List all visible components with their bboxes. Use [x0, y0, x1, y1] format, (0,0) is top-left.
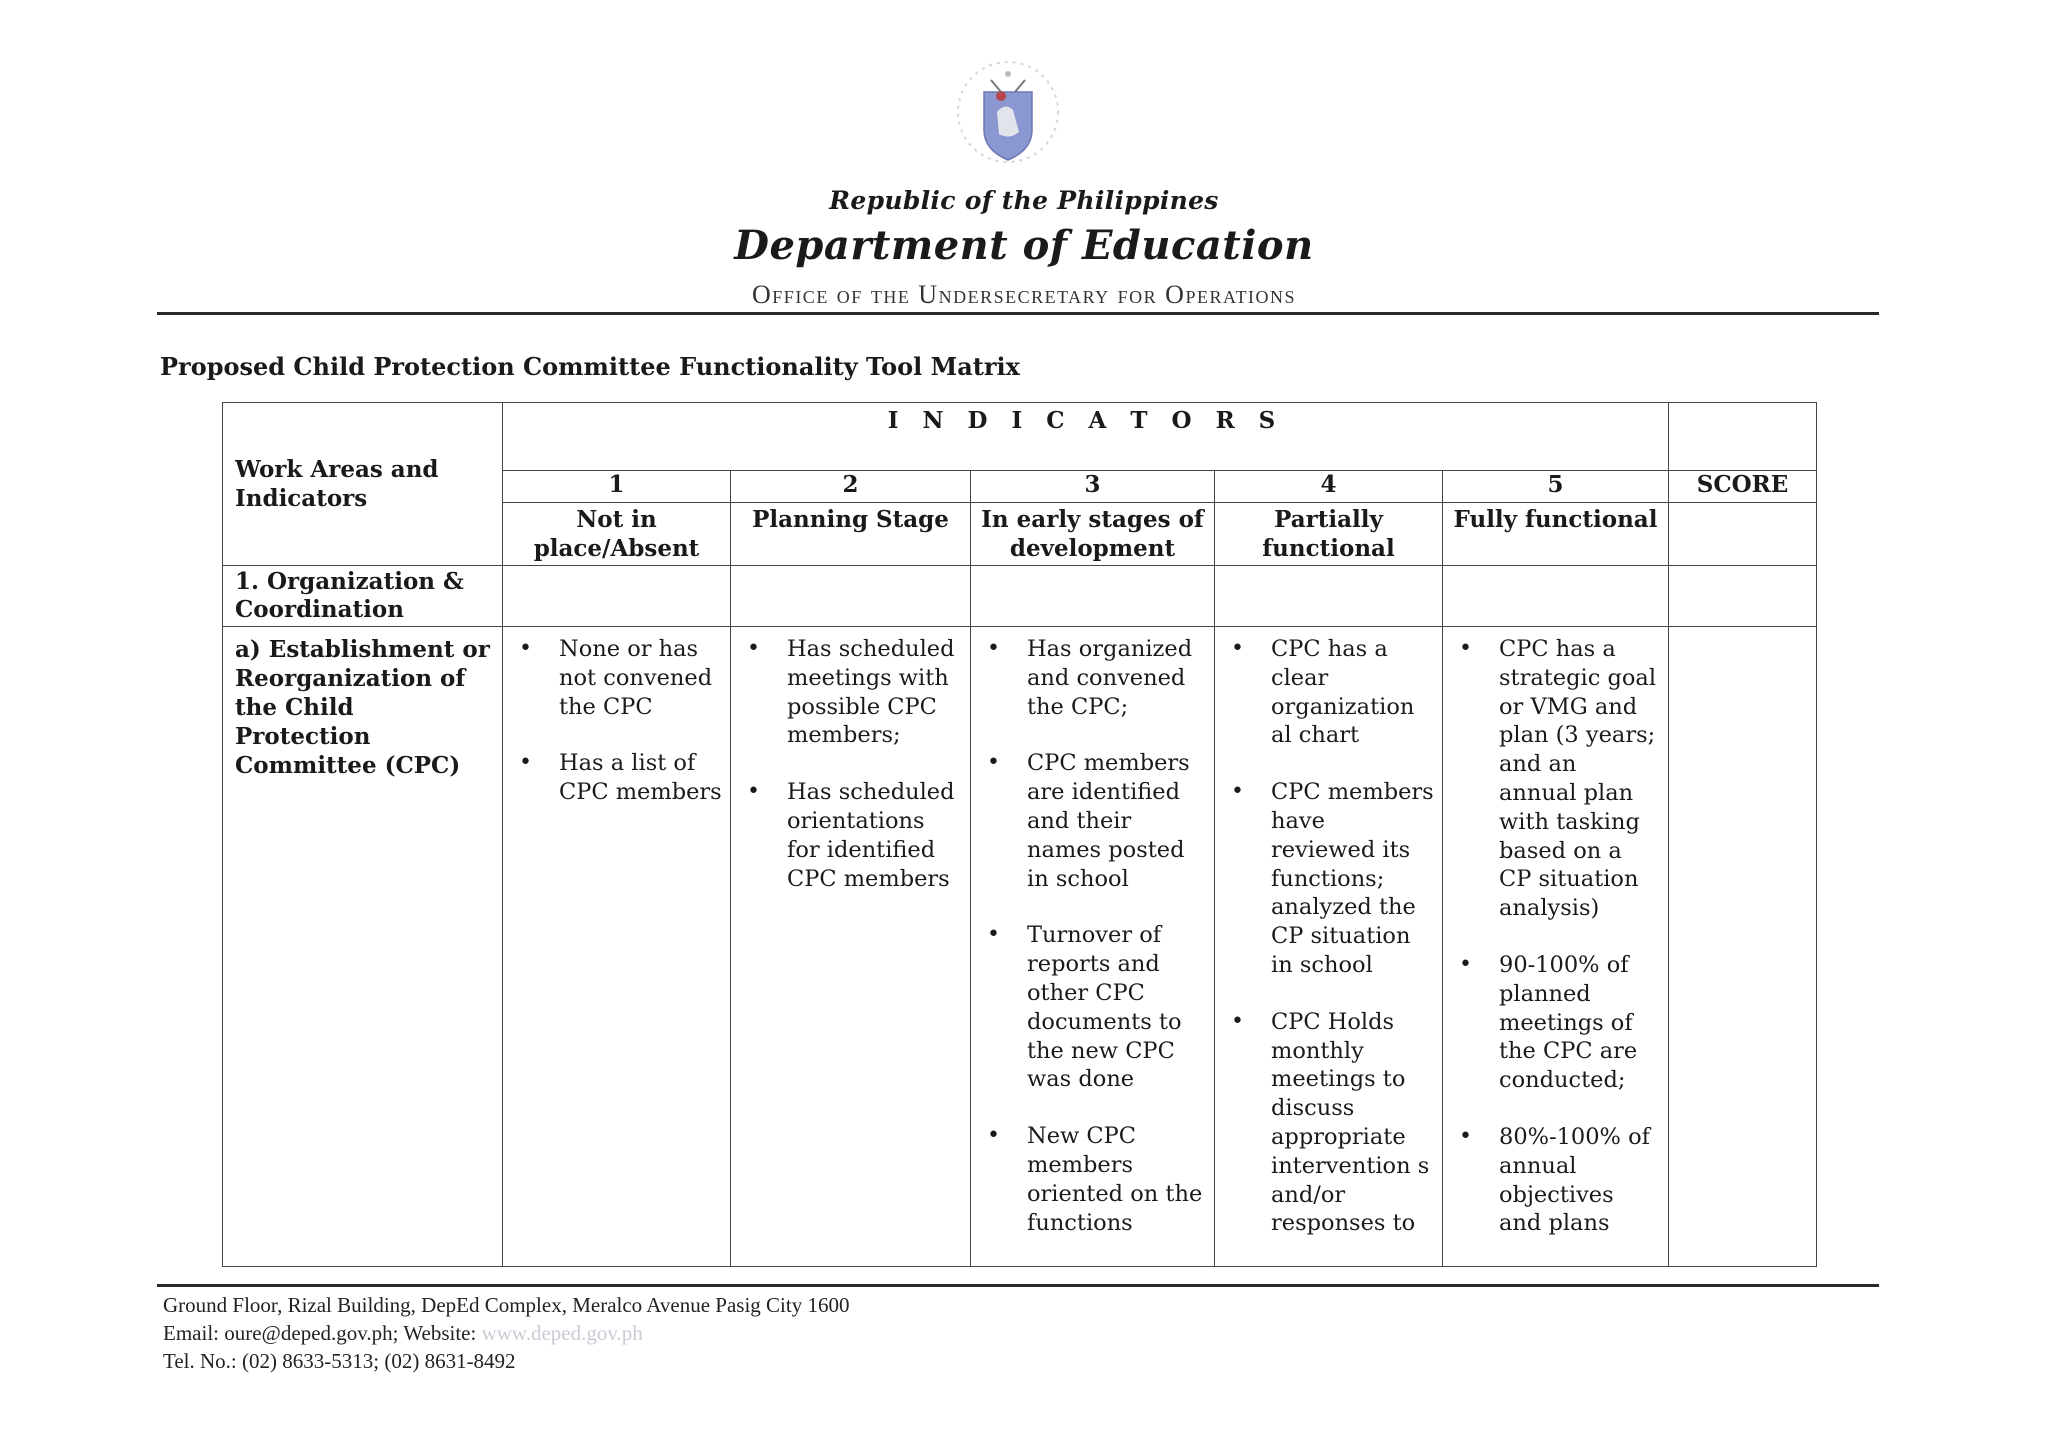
indicator-list: [731, 627, 970, 893]
footer-divider: [157, 1284, 1879, 1287]
level-number-3: [971, 471, 1215, 503]
level-number-2: [731, 471, 971, 503]
indicator-bullet-item: • 80%-100% of annual objectives and plans: [1457, 1123, 1660, 1238]
office-heading: Office of the Undersecretary for Operations: [752, 280, 1296, 309]
indicator-cell-5: [1443, 627, 1669, 1267]
level-label-text: Fully functional: [1453, 506, 1658, 533]
indicator-list: [503, 627, 730, 807]
indicator-bullet-item: • Has scheduled orientations for identified CPC members: [745, 778, 962, 893]
level-number-text: 1: [608, 471, 625, 498]
score-header-cell: [1669, 471, 1817, 503]
score-blank-cell: [1669, 503, 1817, 566]
section-label: 1. Organization & Coordination: [235, 568, 464, 623]
work-areas-header-cell: [223, 403, 503, 566]
blank-cell: [731, 566, 971, 627]
footer-telephone: Tel. No.: (02) 8633-5313; (02) 8631-8492: [163, 1349, 516, 1373]
header-divider: [157, 312, 1879, 315]
indicator-cell-1: [503, 627, 731, 1267]
level-label-text: Partially functional: [1262, 506, 1395, 562]
level-number-text: 5: [1547, 471, 1564, 498]
indicator-bullet-item: • CPC members have reviewed its functions; analyzed the CP situation in school: [1229, 778, 1434, 980]
indicator-cell-4: [1215, 627, 1443, 1267]
blank-cell: [1443, 566, 1669, 627]
indicator-bullet-item: • Has a list of CPC members: [517, 749, 722, 807]
indicator-bullet-item: • Has scheduled meetings with possible CPC members;: [745, 635, 962, 750]
blank-cell: [1669, 566, 1817, 627]
row-label: a) Establishment or Reorganization of the Child Protection Committee (CPC): [235, 636, 490, 779]
indicator-bullet-item: • Has organized and convened the CPC;: [985, 635, 1206, 721]
indicator-bullet-item: • CPC has a strategic goal or VMG and plan (3 years; and an annual plan with tasking based on a CP situation analysis): [1457, 635, 1660, 923]
level-number-4: [1215, 471, 1443, 503]
deped-seal-logo: [939, 52, 1077, 172]
blank-cell: [971, 566, 1215, 627]
indicators-header-cell: [503, 403, 1669, 471]
level-label-text: Planning Stage: [752, 506, 949, 533]
work-areas-header: Work Areas and Indicators: [235, 456, 439, 512]
level-number-text: 3: [1084, 471, 1101, 498]
score-blank-cell: [1669, 403, 1817, 471]
level-label-2: [731, 503, 971, 566]
republic-heading: Republic of the Philippines: [829, 186, 1219, 215]
indicators-header: I N D I C A T O R S: [887, 407, 1284, 434]
score-header: SCORE: [1696, 471, 1789, 498]
indicator-bullet-item: • CPC Holds monthly meetings to discuss appropriate intervention s and/or responses to: [1229, 1008, 1434, 1238]
indicator-bullet-item: • 90-100% of planned meetings of the CPC are conducted;: [1457, 951, 1660, 1095]
indicator-bullet-item: • CPC has a clear organization al chart: [1229, 635, 1434, 750]
indicator-bullet-item: • Turnover of reports and other CPC documents to the new CPC was done: [985, 921, 1206, 1094]
level-number-1: [503, 471, 731, 503]
footer-contact: [163, 1321, 643, 1346]
blank-cell: [503, 566, 731, 627]
row-label-cell: [223, 627, 503, 1267]
indicator-cell-3: [971, 627, 1215, 1267]
functionality-matrix-table: [222, 402, 1817, 1267]
level-label-text: In early stages of development: [981, 506, 1204, 562]
score-input-cell[interactable]: [1669, 627, 1817, 1267]
level-label-3: [971, 503, 1215, 566]
level-label-text: Not in place/Absent: [533, 506, 700, 562]
level-number-5: [1443, 471, 1669, 503]
footer-website-link[interactable]: www.deped.gov.ph: [481, 1321, 643, 1345]
document-title: Proposed Child Protection Committee Functionality Tool Matrix: [160, 352, 1020, 381]
footer-email: Email: oure@deped.gov.ph; Website:: [163, 1321, 482, 1345]
blank-cell: [1215, 566, 1443, 627]
indicator-cell-2: [731, 627, 971, 1267]
section-label-cell: [223, 566, 503, 627]
indicator-list: [1443, 627, 1668, 1238]
footer-address: Ground Floor, Rizal Building, DepEd Complex, Meralco Avenue Pasig City 1600: [163, 1293, 850, 1317]
level-label-4: [1215, 503, 1443, 566]
indicator-bullet-item: • CPC members are identified and their names posted in school: [985, 749, 1206, 893]
level-number-text: 2: [842, 471, 859, 498]
department-heading: Department of Education: [734, 222, 1314, 269]
level-number-text: 4: [1320, 471, 1337, 498]
level-label-5: [1443, 503, 1669, 566]
indicator-list: [1215, 627, 1442, 1238]
level-label-1: [503, 503, 731, 566]
indicator-bullet-item: • New CPC members oriented on the functions: [985, 1122, 1206, 1237]
indicator-bullet-item: • None or has not convened the CPC: [517, 635, 722, 721]
indicator-list: [971, 627, 1214, 1237]
